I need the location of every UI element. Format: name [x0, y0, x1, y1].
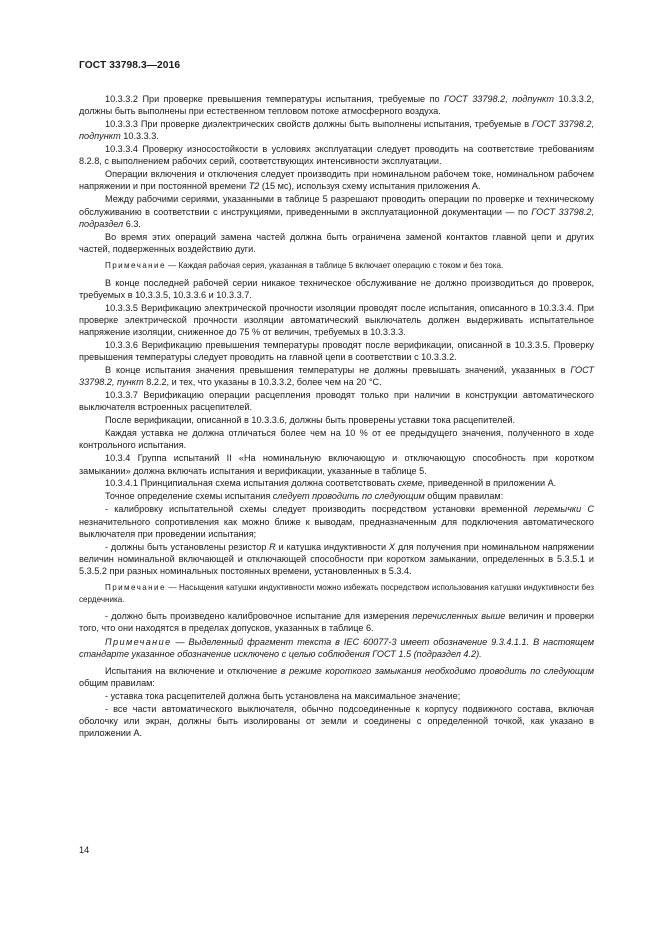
italic-reference: схеме, [397, 478, 426, 489]
text-run: 10.3.3.2 При проверке превышения температуры испытания, требуемые по [105, 94, 445, 104]
paragraph [79, 302, 594, 338]
page-number: 14 [79, 845, 90, 855]
paragraph [79, 610, 594, 634]
text-run: 10.3.4.1 Принципиальная схема испытания должна соответствовать [105, 478, 398, 489]
italic-reference: следует проводить по следующим [272, 491, 425, 502]
paragraph [79, 118, 594, 142]
text-run: Испытания на включение и отключение [105, 665, 281, 676]
note-text: — Каждая рабочая серия, указанная в таблице 5 включает операцию с током и без тока. [165, 261, 504, 271]
note-text: — Насыщения катушки индуктивности можно избежать посредством использования катушки индуктивности без сердечника. [79, 583, 594, 604]
text-run: (15 мс), используя схему испытания приложения А. [259, 181, 481, 192]
note-label: Примечание [105, 261, 166, 271]
text-run: незначительного сопротивления как можно ближе к выводам, предназначенным для подключения автоматического выключателя при проведении испытания; [79, 516, 594, 539]
italic-reference: перемычки C [533, 504, 594, 515]
text-run: - должно быть произведено калибровочное испытание для измерения [105, 611, 413, 622]
italic-reference: ГОСТ 33798.2, подпункт [444, 94, 554, 104]
note-label: Примечание [105, 583, 166, 593]
text-run: Между рабочими сериями, указанными в таблице 5 разрешают проводить операции по проверке и техническому обслуживанию в соответствии с инструкциями, приведенными в эксплуатационной документации — по [79, 194, 594, 217]
note-text: — Выделенный фрагмент текста в IEC 60077-3 имеет обозначение 9.3.4.1.1. В настоящем стандарте указанное обозначение исключено с целью соблюдения ГОСТ 1.5 (подраздел 4.2). [79, 636, 594, 659]
document-body [79, 93, 594, 740]
text-run: 10.3.3.4 Проверку износостойкости в условиях эксплуатации следует проводить на соответствие требованиям 8.2.8, с выполнением рабочих серий, соответствующих интенсивности эксплуатации. [79, 144, 594, 167]
text-run: величин и проверки того, что они находятся в пределах допусков, указанных в таблице 6. [79, 611, 595, 634]
text-run: 8.2.2, и тех, что указаны в 10.3.3.2, более чем на 20 °C. [143, 377, 382, 388]
paragraph [79, 427, 594, 451]
document-header: ГОСТ 33798.3—2016 [79, 60, 181, 71]
paragraph [79, 690, 594, 702]
text-run: 10.3.4 Группа испытаний II «На номинальную включающую и отключающую способность при коротком замыкании» должна включать испытания и верификации, указанные в таблице 5. [79, 453, 594, 476]
italic-reference: перечисленных выше [412, 611, 506, 622]
paragraph [79, 414, 594, 426]
italic-reference: ГОСТ 33798.2, подраздел [79, 206, 594, 229]
italic-reference: ГОСТ 33798.2, пункт [79, 365, 594, 388]
paragraph [79, 193, 594, 229]
paragraph [79, 339, 594, 363]
text-run: Точное определение схемы испытания [105, 491, 273, 502]
text-run: Каждая уставка не должна отличаться более чем на 10 % от ее предыдущего значения, полученного в ходе контрольного испытания. [79, 428, 594, 451]
note [79, 582, 594, 605]
paragraph [79, 143, 594, 167]
text-run: После верификации, описанной в 10.3.3.6, должны быть проверены уставки тока расцепителей. [105, 415, 516, 426]
text-run: для получения при номинальном напряжении величин номинальной включающей и отключающей способности при коротком замыкании, определенных в 5.3.5.1 и 5.3.5.2 при разных номинальных постоянных времени, установленных в 5.3.4. [79, 541, 594, 576]
italic-reference: X [388, 541, 396, 552]
paragraph [79, 168, 594, 192]
text-run: В конце последней рабочей серии никакое техническое обслуживание не должно производиться до проверок, требуемых в 10.3.3.5, 10.3.3.6 и 10.3.3.7. [79, 277, 594, 300]
text-run: - уставка тока расцепителей должна быть установлена на максимальное значение; [105, 691, 461, 702]
note-label: Примечание [105, 636, 172, 647]
italic-reference: ГОСТ 33798.2, подпункт [79, 119, 594, 142]
text-run: 10.3.3.6 Верификацию превышения температуры проводят после верификации, описанной в 10.3.3.5. Проверку превышения температуры следует проводить на главной цепи в соответствии с 10.3.3.2. [79, 339, 594, 363]
text-run: - все части автоматического выключателя, обычно подсоединенные к корпусу подвижного состава, включая оболочку или экран, должны быть изолированы от земли и соединены с определенной точкой, как указано в приложении А. [79, 704, 594, 739]
paragraph [79, 231, 594, 255]
text-run: 10.3.3.3. [120, 131, 159, 142]
italic-reference: T2 [248, 181, 260, 192]
paragraph [79, 490, 594, 502]
italic-reference: R [269, 541, 276, 552]
paragraph [79, 503, 594, 539]
paragraph [79, 277, 594, 301]
text-run: общим правилам: [424, 491, 504, 502]
paragraph [79, 364, 594, 388]
text-run: 10.3.3.2, должны быть выполнены при естественном тепловом потоке атмосферного воздуха. [79, 94, 594, 117]
text-run: 10.3.3.7 Верификацию операции расцепления проводят только при наличии в конструкции автоматического выключателя встроенных расцепителей. [79, 390, 594, 413]
paragraph [79, 93, 594, 117]
paragraph [79, 541, 594, 577]
text-run: - калибровку испытательной схемы следует производить посредством установки временной [105, 504, 534, 515]
paragraph [79, 389, 594, 413]
text-run: В конце испытания значения превышения температуры не должны превышать значений, указанных в [105, 365, 571, 376]
note [79, 636, 594, 660]
text-run: Во время этих операций замена частей должна быть ограничена заменой контактов главной цепи и других частей, подверженных воздействию дуги. [79, 231, 594, 254]
paragraph [79, 665, 594, 689]
text-run: и катушка индуктивности [275, 541, 389, 552]
text-run: 10.3.3.5 Верификацию электрической прочности изоляции проводят после испытания, описанного в 10.3.3.4. При проверке электрической прочности изоляции автоматический выключатель должен выдерживать испытательное напряжение изоляции, сниженное до 75 % от величин, требуемых в 10.3.3.3. [79, 302, 594, 338]
paragraph [79, 477, 594, 489]
italic-reference: в режиме короткого замыкания необходимо проводить по следующим [280, 665, 594, 676]
text-run: общим правилам: [79, 678, 155, 689]
text-run: 10.3.3.3 При проверке диэлектрических свойств должны быть выполнены испытания, требуемые в [105, 119, 532, 130]
text-run: 6.3. [123, 218, 141, 229]
text-run: приведенной в приложении А. [425, 478, 557, 489]
note [79, 260, 594, 272]
paragraph [79, 703, 594, 739]
text-run: - должны быть установлены резистор [105, 541, 270, 552]
paragraph [79, 452, 594, 476]
text-run: Операции включения и отключения следует производить при номинальном рабочем токе, номинальном рабочем напряжении и при постоянной времени [79, 169, 594, 192]
